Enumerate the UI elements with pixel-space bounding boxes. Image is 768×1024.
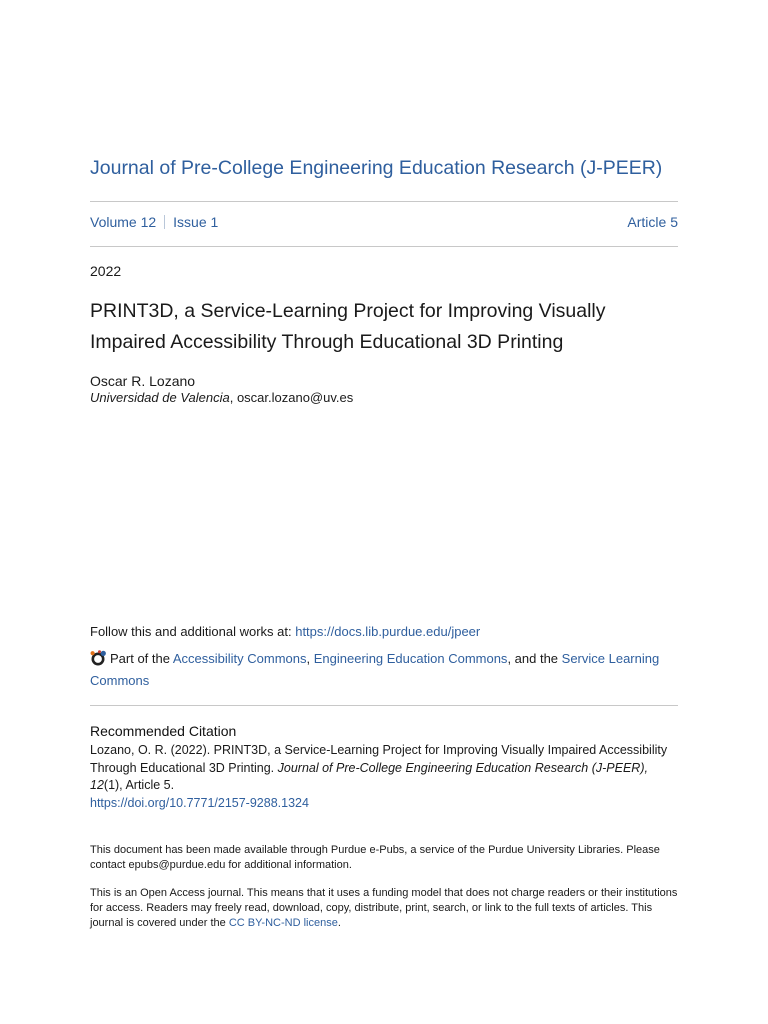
- citation-body: Lozano, O. R. (2022). PRINT3D, a Service-Learning Project for Improving Visually Impaired Accessibility Through Educational 3D Printing.: [90, 743, 668, 775]
- part-of-line: [90, 648, 678, 692]
- separator: [164, 215, 165, 229]
- journal-title-link[interactable]: Journal of Pre-College Engineering Education Research (J-PEER): [90, 157, 663, 179]
- author-affiliation: [90, 390, 353, 405]
- citation-issue: (1), Article 5.: [103, 778, 175, 792]
- article-title: PRINT3D, a Service-Learning Project for Improving Visually Impaired Accessibility Through Educational 3D Printing: [90, 300, 606, 353]
- part-of-label: Part of the: [110, 651, 173, 666]
- open-access-text: This is an Open Access journal. This means that it uses a funding model that does not charge readers or their institutions for access. Readers may freely read, download, copy, distribute, print, search, or link to the full texts of articles. This journal is covered under the: [90, 887, 678, 929]
- accessibility-commons-link[interactable]: Accessibility Commons: [172, 651, 307, 666]
- article-number-link[interactable]: Article 5: [627, 214, 678, 230]
- and-the-text: , and the: [507, 651, 562, 666]
- epubs-notice: This document has been made available through Purdue e-Pubs, a service of the Purdue University Libraries. Please contact epubs@purdue.edu for additional information.: [90, 844, 660, 871]
- divider-top: [90, 201, 678, 202]
- doi-link[interactable]: https://doi.org/10.7771/2157-9288.1324: [90, 795, 309, 810]
- affiliation-name: Universidad de Valencia: [90, 390, 230, 405]
- open-access-notice: [90, 886, 678, 931]
- service-learning-commons-link[interactable]: Service Learning Commons: [90, 651, 660, 688]
- issue-info-row: [90, 214, 678, 230]
- follow-label: Follow this and additional works at:: [90, 624, 296, 639]
- divider-bottom: [90, 246, 678, 247]
- divider-citation: [90, 705, 678, 706]
- notice-period: .: [337, 917, 341, 929]
- commons-network-icon: [90, 650, 107, 667]
- author-email: , oscar.lozano@uv.es: [229, 390, 354, 405]
- license-link[interactable]: CC BY-NC-ND license: [228, 917, 338, 929]
- publication-year: 2022: [90, 263, 122, 279]
- citation-journal: Journal of Pre-College Engineering Education Research (J-PEER), 12: [90, 760, 648, 792]
- follow-line: [90, 624, 480, 639]
- volume-issue: [90, 214, 218, 230]
- author-name: Oscar R. Lozano: [90, 373, 196, 389]
- volume-link[interactable]: Volume 12: [90, 214, 157, 230]
- comma-text: ,: [306, 651, 314, 666]
- engineering-education-commons-link[interactable]: Engineering Education Commons: [313, 651, 508, 666]
- follow-url-link[interactable]: https://docs.lib.purdue.edu/jpeer: [295, 624, 481, 639]
- citation-text: [90, 742, 678, 812]
- issue-link[interactable]: Issue 1: [173, 214, 219, 230]
- recommended-citation-heading: Recommended Citation: [90, 723, 237, 739]
